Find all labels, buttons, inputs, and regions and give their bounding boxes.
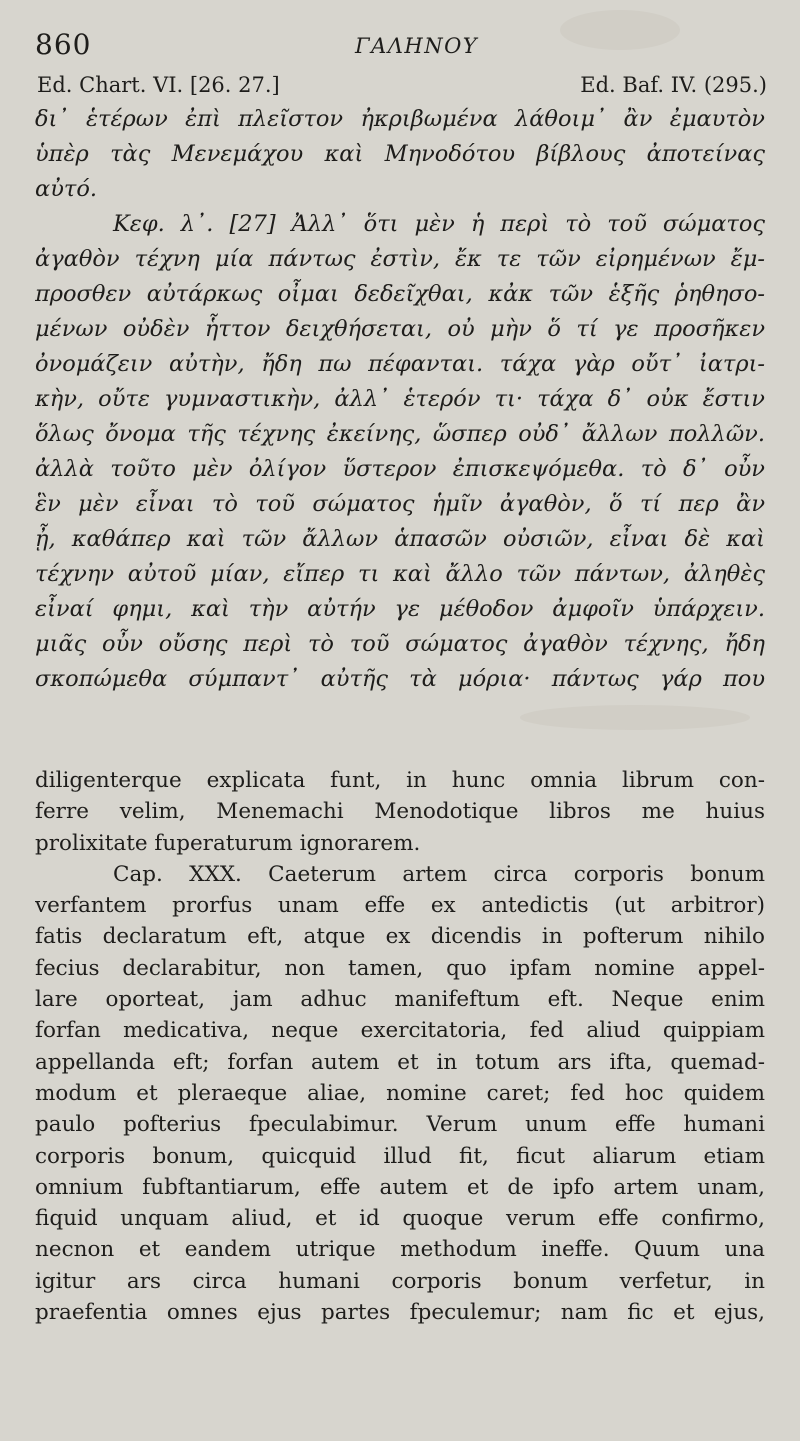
latin-text [35,765,765,1328]
running-title: ΓΑΛΗΝΟΥ [355,34,479,58]
page-number: 860 [35,28,92,61]
greek-line: ἀγαθὸν τέχνη μία πάντως ἐστὶν, ἔκ τε τῶν εἰρημένων ἔμ- [35,246,765,272]
greek-line: κὴν, οὔτε γυμναστικὴν, ἀλλ᾽ ἑτερόν τι· τάχα δ᾽ οὐκ ἔστιν [35,386,765,412]
greek-line: ὀνομάζειν αὐτὴν, ἤδη πω πέφανται. τάχα γὰρ οὔτ᾽ ἰατρι- [35,351,765,377]
greek-line: ὑπὲρ τὰς Μενεμάχου καὶ Μηνοδότου βίβλους ἀποτείνας [35,141,765,167]
greek-line: ὅλως ὄνομα τῆς τέχνης ἐκείνης, ὥσπερ οὐδ᾽ ἄλλων πολλῶν. [35,421,765,447]
greek-line: σκοπώμεθα σύμπαντ᾽ αὐτῆς τὰ μόρια· πάντως γάρ που [35,666,765,692]
greek-text [35,102,765,697]
greek-line: εἶναί φημι, καὶ τὴν αὐτήν γε μέθοδον ἀμφοῖν ὑπάρχειν. [35,596,765,622]
greek-line: δι᾽ ἑτέρων ἐπὶ πλεῖστον ἠκριβωμένα λάθοιμ᾽ ἂν ἐμαυτὸν [35,106,765,132]
paper-stain [520,705,750,730]
page-header [35,28,770,66]
edition-reference-chartier: Ed. Chart. VI. [26. 27.] [37,73,280,97]
latin-line: prolixitate fuperaturum ignorarem. [35,830,421,856]
latin-line: ferre velim, Menemachi Menodotique libros me huius [35,799,765,825]
latin-line: diligenterque explicata funt, in hunc omnia librum con- [35,768,765,793]
greek-line: μιᾶς οὖν οὔσης περὶ τὸ τοῦ σώματος ἀγαθὸν τέχνης, ἤδη [35,631,765,657]
latin-line: igitur ars circa humani corporis bonum verfetur, in [35,1268,765,1294]
latin-line: necnon et eandem utrique methodum ineffe. Quum una [35,1237,765,1263]
latin-line: praefentia omnes ejus partes fpeculemur; nam fic et ejus, [35,1300,765,1326]
greek-line: ᾖ, καθάπερ καὶ τῶν ἄλλων ἁπασῶν οὐσιῶν, εἶναι δὲ καὶ [35,526,765,552]
latin-line: modum et pleraeque aliae, nomine caret; fed hoc quidem [35,1080,765,1106]
greek-line: ἓν μὲν εἶναι τὸ τοῦ σώματος ἡμῖν ἀγαθὸν, ὅ τί περ ἂν [35,491,765,517]
greek-line: προσθεν αὐτάρκως οἶμαι δεδεῖχθαι, κἀκ τῶν ἑξῆς ῥηθησο- [35,281,765,307]
latin-line: omnium fubftantiarum, effe autem et de ipfo artem unam, [35,1174,765,1200]
greek-line: μένων οὐδὲν ἧττον δειχθήσεται, οὐ μὴν ὅ τί γε προσῆκεν [35,316,765,342]
latin-line: paulo pofterius fpeculabimur. Verum unum effe humani [35,1112,765,1138]
edition-reference-basel: Ed. Baf. IV. (295.) [580,73,767,97]
latin-chapter-heading-line: Cap. XXX. Caeterum artem circa corporis bonum [113,861,765,887]
latin-line: fatis declaratum eft, atque ex dicendis in pofterum nihilo [35,924,765,950]
edition-references [37,73,767,101]
latin-line: verfantem prorfus unam effe ex antedictis (ut arbitror) [35,893,765,919]
latin-line: corporis bonum, quicquid illud fit, ficut aliarum etiam [35,1143,765,1169]
latin-line: appellanda eft; forfan autem et in totum ars ifta, quemad- [35,1049,765,1075]
latin-line: fiquid unquam aliud, et id quoque verum effe confirmo, [35,1206,765,1232]
latin-line: lare oporteat, jam adhuc manifeftum eft. Neque enim [35,987,765,1013]
latin-line: fecius declarabitur, non tamen, quo ipfam nomine appel- [35,955,765,981]
greek-line: αὐτό. [35,176,98,202]
greek-line: τέχνην αὐτοῦ μίαν, εἴπερ τι καὶ ἄλλο τῶν πάντων, ἀληθὲς [35,561,765,587]
latin-line: forfan medicativa, neque exercitatoria, fed aliud quippiam [35,1018,765,1044]
greek-line: ἀλλὰ τοῦτο μὲν ὀλίγον ὕστερον ἐπισκεψόμεθα. τὸ δ᾽ οὖν [35,456,765,482]
greek-chapter-heading-line: Κεφ. λ᾽. [27] Ἀλλ᾽ ὅτι μὲν ἡ περὶ τὸ τοῦ σώματος [113,211,765,237]
